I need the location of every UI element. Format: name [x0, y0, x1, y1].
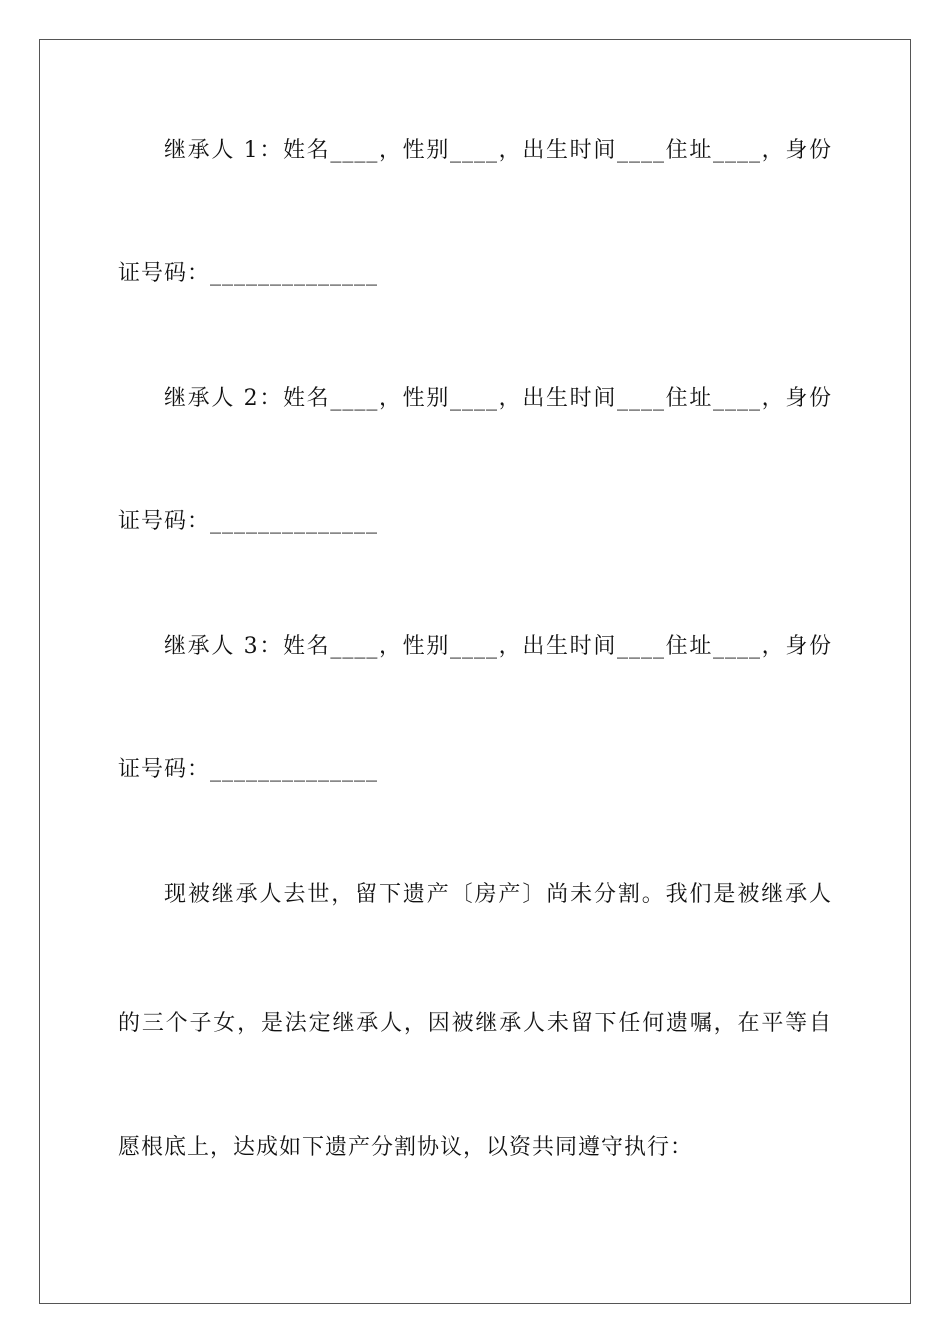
heir-1-id-line: 证号码：______________: [118, 261, 379, 286]
heir-2-id-line: 证号码：______________: [118, 509, 379, 534]
heir-2-line-1: 继承人 2：姓名____，性别____，出生时间____住址____，身份: [164, 386, 832, 411]
heir-3-line-1: 继承人 3：姓名____，性别____，出生时间____住址____，身份: [164, 634, 832, 659]
page-frame: [39, 39, 911, 1304]
heir-1-line-1: 继承人 1：姓名____，性别____，出生时间____住址____，身份: [164, 138, 832, 163]
heir-3-id-line: 证号码：______________: [118, 757, 379, 782]
paragraph-line-3: 愿根底上，达成如下遗产分割协议，以资共同遵守执行：: [118, 1135, 694, 1160]
paragraph-line-1: 现被继承人去世，留下遗产〔房产〕尚未分割。我们是被继承人: [164, 882, 832, 907]
paragraph-line-2: 的三个子女，是法定继承人，因被继承人未留下任何遗嘱，在平等自: [118, 1011, 832, 1036]
